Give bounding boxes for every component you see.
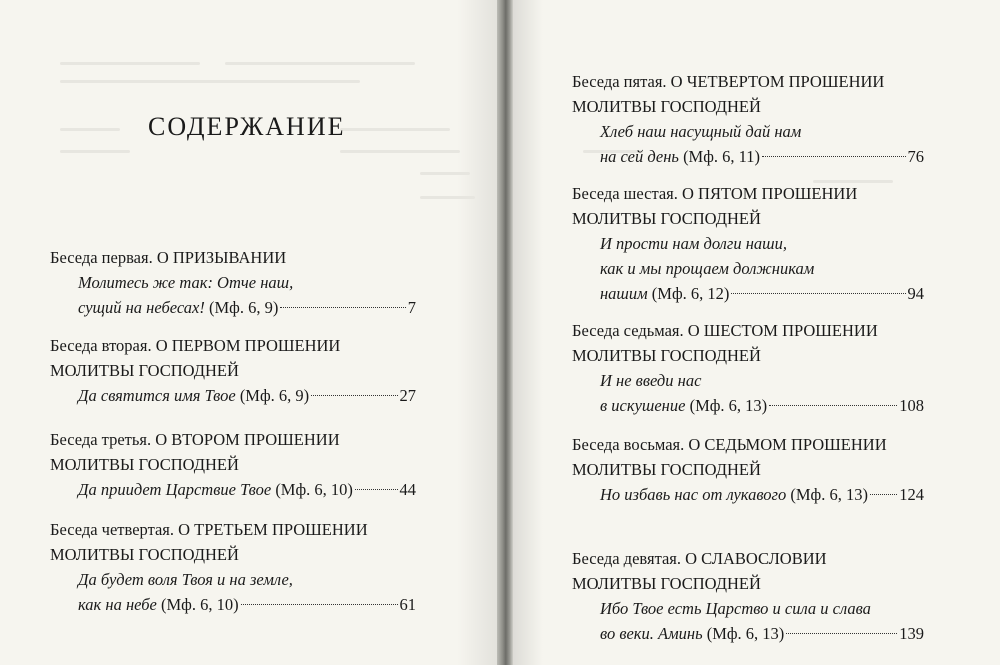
scripture-reference: (Мф. 6, 9)	[235, 386, 310, 405]
entry-quote-text: во веки. Аминь	[600, 624, 703, 643]
page-number: 44	[399, 480, 416, 499]
entry-last-line	[572, 393, 924, 418]
scripture-reference: (Мф. 6, 10)	[156, 595, 239, 614]
entry-heading: Беседа восьмая. О СЕДЬМОМ ПРОШЕНИИ	[572, 435, 887, 454]
page-shadow	[457, 0, 497, 665]
entry-quote-end	[600, 393, 767, 418]
entry-quote-text: сущий на небесах!	[78, 298, 205, 317]
scripture-reference: (Мф. 6, 13)	[702, 624, 785, 643]
show-through	[60, 62, 200, 65]
show-through	[60, 128, 120, 131]
entry-last-line	[572, 482, 924, 507]
entry-quote: И не введи нас	[600, 371, 702, 390]
entry-quote-text: на сей день	[600, 147, 679, 166]
entry-quote-text: в искушение	[600, 396, 686, 415]
show-through	[340, 128, 450, 131]
scripture-reference: (Мф. 6, 13)	[786, 485, 868, 504]
dot-leader	[762, 156, 905, 157]
page-number: 94	[907, 284, 924, 303]
entry-heading: Беседа девятая. О СЛАВОСЛОВИИ	[572, 549, 827, 568]
scripture-reference: (Мф. 6, 12)	[647, 284, 730, 303]
entry-heading: МОЛИТВЫ ГОСПОДНЕЙ	[50, 361, 239, 380]
entry-quote-text: Да приидет Царствие Твое	[78, 480, 272, 499]
page-number: 76	[907, 147, 924, 166]
book-gutter	[497, 0, 513, 665]
dot-leader	[311, 395, 397, 396]
scripture-reference: (Мф. 6, 10)	[271, 480, 353, 499]
entry-heading: Беседа вторая. О ПЕРВОМ ПРОШЕНИИ	[50, 336, 341, 355]
entry-quote: И прости нам долги наши,	[600, 234, 787, 253]
entry-heading: МОЛИТВЫ ГОСПОДНЕЙ	[50, 455, 239, 474]
entry-heading: Беседа пятая. О ЧЕТВЕРТОМ ПРОШЕНИИ	[572, 72, 885, 91]
toc-entry	[572, 318, 924, 418]
entry-quote-end	[600, 482, 868, 507]
show-through	[60, 80, 360, 83]
toc-entry	[572, 546, 924, 646]
dot-leader	[355, 489, 398, 490]
entry-quote: Хлеб наш насущный дай нам	[600, 122, 802, 141]
toc-entry	[572, 181, 924, 306]
page-number: 27	[399, 386, 416, 405]
entry-quote-end	[600, 621, 784, 646]
show-through	[225, 62, 415, 65]
right-page	[513, 0, 1000, 665]
left-page	[0, 0, 497, 665]
entry-quote: Ибо Твое есть Царство и сила и слава	[600, 599, 871, 618]
dot-leader	[731, 293, 905, 294]
show-through	[420, 196, 475, 199]
scripture-reference: (Мф. 6, 11)	[678, 147, 761, 166]
entry-heading: МОЛИТВЫ ГОСПОДНЕЙ	[572, 209, 761, 228]
toc-entry	[50, 517, 416, 617]
entry-heading: МОЛИТВЫ ГОСПОДНЕЙ	[50, 545, 239, 564]
entry-quote-text: Но избавь нас от лукавого	[600, 485, 787, 504]
entry-last-line	[50, 295, 416, 320]
dot-leader	[870, 494, 897, 495]
entry-heading: Беседа первая. О ПРИЗЫВАНИИ	[50, 248, 287, 267]
entry-quote-end	[78, 477, 353, 502]
entry-heading: Беседа четвертая. О ТРЕТЬЕМ ПРОШЕНИИ	[50, 520, 368, 539]
entry-last-line	[572, 281, 924, 306]
page-number: 139	[899, 624, 924, 643]
toc-entry	[50, 427, 416, 502]
page-number: 7	[407, 298, 416, 317]
entry-quote-end	[78, 295, 278, 320]
show-through	[420, 172, 470, 175]
entry-heading: МОЛИТВЫ ГОСПОДНЕЙ	[572, 574, 761, 593]
scripture-reference: (Мф. 6, 9)	[204, 298, 279, 317]
entry-heading: МОЛИТВЫ ГОСПОДНЕЙ	[572, 460, 761, 479]
entry-last-line	[572, 621, 924, 646]
entry-quote: как и мы прощаем должникам	[600, 259, 815, 278]
entry-heading: Беседа седьмая. О ШЕСТОМ ПРОШЕНИИ	[572, 321, 878, 340]
entry-heading: Беседа шестая. О ПЯТОМ ПРОШЕНИИ	[572, 184, 858, 203]
entry-heading: МОЛИТВЫ ГОСПОДНЕЙ	[572, 346, 761, 365]
dot-leader	[241, 604, 398, 605]
entry-heading: Беседа третья. О ВТОРОМ ПРОШЕНИИ	[50, 430, 340, 449]
page-number: 124	[899, 485, 924, 504]
scripture-reference: (Мф. 6, 13)	[685, 396, 768, 415]
dot-leader	[769, 405, 897, 406]
entry-heading: МОЛИТВЫ ГОСПОДНЕЙ	[572, 97, 761, 116]
toc-entry	[50, 245, 416, 320]
page-number: 108	[899, 396, 924, 415]
entry-last-line	[50, 592, 416, 617]
entry-quote: Молитесь же так: Отче наш,	[78, 273, 294, 292]
entry-quote-end	[78, 592, 239, 617]
dot-leader	[280, 307, 405, 308]
show-through	[60, 150, 130, 153]
toc-entry	[50, 333, 416, 408]
toc-entry	[572, 69, 924, 169]
show-through	[340, 150, 460, 153]
page-title: СОДЕРЖАНИЕ	[148, 112, 346, 141]
entry-last-line	[50, 477, 416, 502]
entry-quote-text: как на небе	[78, 595, 157, 614]
entry-quote-text: Да святится имя Твое	[78, 386, 236, 405]
entry-last-line	[50, 383, 416, 408]
entry-quote: Да будет воля Твоя и на земле,	[78, 570, 293, 589]
entry-quote-end	[78, 383, 309, 408]
page-number: 61	[399, 595, 416, 614]
entry-quote-text: нашим	[600, 284, 648, 303]
page-shadow	[513, 0, 543, 665]
entry-quote-end	[600, 144, 760, 169]
entry-last-line	[572, 144, 924, 169]
dot-leader	[786, 633, 897, 634]
toc-entry	[572, 432, 924, 507]
entry-quote-end	[600, 281, 729, 306]
